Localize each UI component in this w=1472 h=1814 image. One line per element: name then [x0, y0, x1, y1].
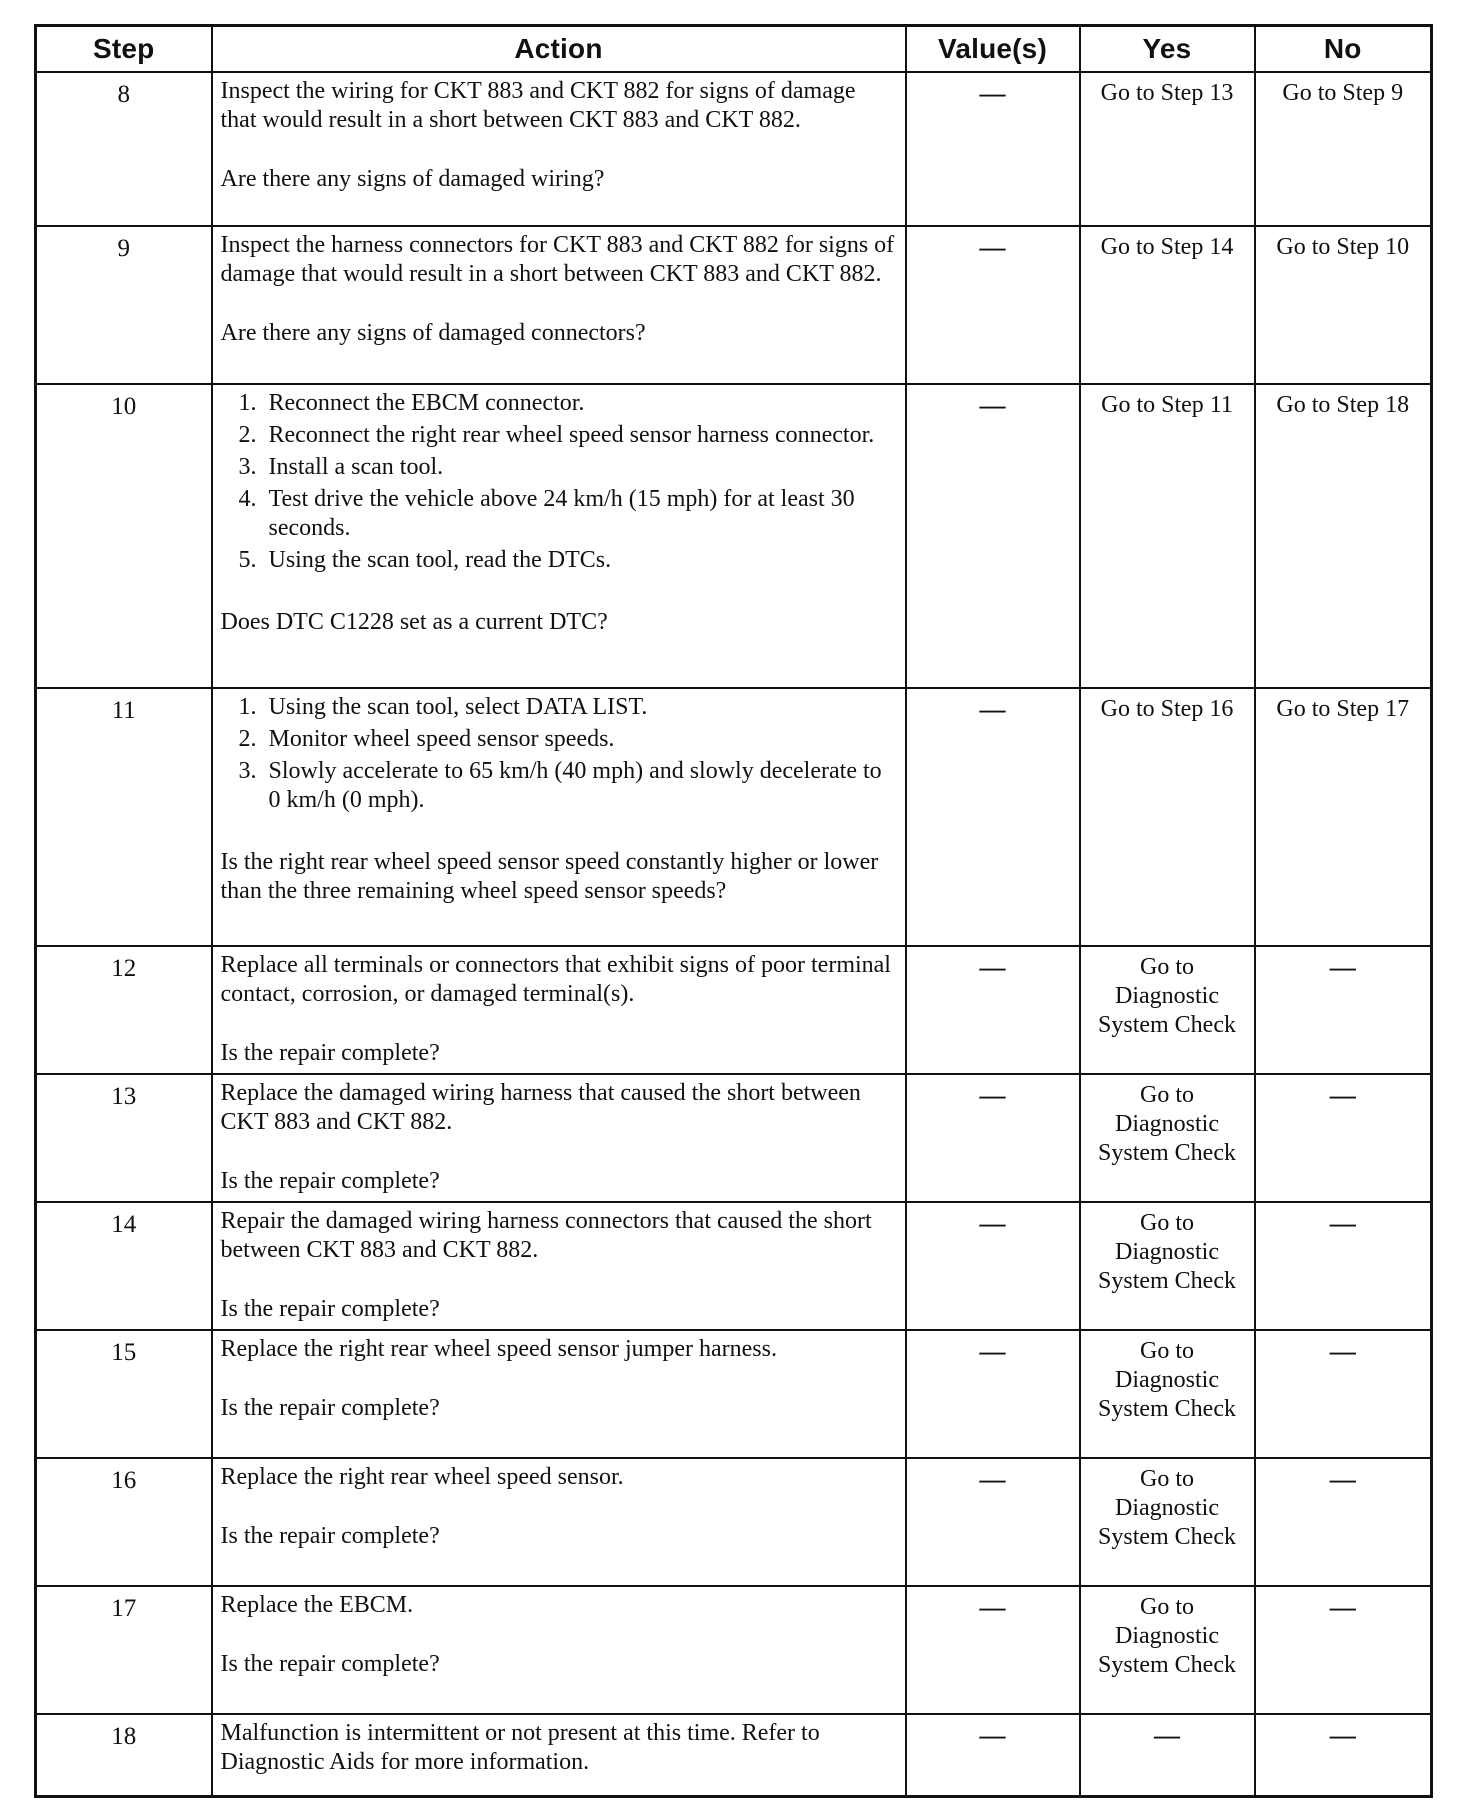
- table-row: [36, 688, 1432, 946]
- value-text: —: [979, 1465, 1006, 1494]
- yes-text: Go to Diagnostic System Check: [1098, 1338, 1236, 1422]
- header-step: Step: [36, 26, 212, 73]
- action-spacer: [221, 1137, 897, 1163]
- action-cell: [212, 384, 906, 688]
- yes-cell: [1080, 1202, 1255, 1330]
- yes-text: —: [1154, 1721, 1180, 1750]
- no-text: —: [1329, 1337, 1356, 1366]
- action-steps-list: [221, 389, 897, 575]
- no-cell: [1255, 1330, 1432, 1458]
- action-steps-list: [221, 693, 897, 815]
- value-text: —: [979, 1337, 1006, 1366]
- action-question: Is the repair complete?: [220, 1395, 440, 1421]
- table-row: [36, 1074, 1432, 1202]
- list-item: 5. Using the scan tool, read the DTCs.: [263, 546, 897, 575]
- value-cell: [906, 226, 1080, 384]
- table-header: [36, 26, 1432, 73]
- no-cell: [1255, 1074, 1432, 1202]
- list-item: 1. Reconnect the EBCM connector.: [263, 389, 897, 418]
- action-description: Inspect the harness connectors for CKT 883 and CKT 882 for signs of damage that would result in a short between CKT 883 and CKT 882.: [220, 232, 895, 287]
- header-yes: Yes: [1080, 26, 1255, 73]
- action-question: Is the repair complete?: [220, 1651, 440, 1677]
- action-description: Replace the damaged wiring harness that caused the short between CKT 883 and CKT 882.: [220, 1080, 861, 1135]
- yes-cell: [1080, 1074, 1255, 1202]
- action-cell: [212, 688, 906, 946]
- no-cell: [1255, 1714, 1432, 1796]
- action-spacer: [221, 1364, 897, 1390]
- no-text: —: [1329, 1593, 1356, 1622]
- action-cell: [212, 226, 906, 384]
- no-text: Go to Step 17: [1276, 696, 1410, 722]
- action-cell: [212, 1586, 906, 1714]
- action-spacer: [221, 135, 897, 161]
- step-number: 13: [36, 1074, 212, 1202]
- yes-text: Go to Diagnostic System Check: [1098, 1466, 1236, 1550]
- yes-text: Go to Step 11: [1101, 392, 1233, 418]
- step-number: 9: [36, 226, 212, 384]
- action-cell: [212, 1074, 906, 1202]
- step-number: 18: [36, 1714, 212, 1796]
- value-text: —: [979, 953, 1006, 982]
- action-spacer: [221, 1620, 897, 1646]
- action-cell: [212, 1202, 906, 1330]
- no-cell: [1255, 72, 1432, 226]
- action-spacer: [221, 1009, 897, 1035]
- value-cell: [906, 1586, 1080, 1714]
- list-item: 2. Reconnect the right rear wheel speed sensor harness connector.: [263, 421, 897, 450]
- yes-text: Go to Step 14: [1100, 234, 1234, 260]
- no-cell: [1255, 384, 1432, 688]
- no-text: —: [1329, 1465, 1356, 1494]
- yes-cell: [1080, 1714, 1255, 1796]
- no-text: —: [1329, 1209, 1356, 1238]
- yes-text: Go to Diagnostic System Check: [1098, 1210, 1236, 1294]
- action-cell: [212, 1330, 906, 1458]
- step-number: 8: [36, 72, 212, 226]
- action-description: Repair the damaged wiring harness connectors that caused the short between CKT 883 and CKT 882.: [220, 1208, 872, 1263]
- header-no: No: [1255, 26, 1432, 73]
- value-text: —: [979, 391, 1006, 420]
- table-row: [36, 1586, 1432, 1714]
- action-question: Are there any signs of damaged wiring?: [220, 166, 605, 192]
- action-question: Is the repair complete?: [220, 1296, 440, 1322]
- yes-cell: [1080, 72, 1255, 226]
- action-spacer: [221, 578, 897, 604]
- value-text: —: [979, 79, 1006, 108]
- value-text: —: [979, 1721, 1006, 1750]
- table-row: [36, 226, 1432, 384]
- action-question: Is the repair complete?: [220, 1523, 440, 1549]
- diagnostic-table: [34, 24, 1433, 1798]
- no-cell: [1255, 226, 1432, 384]
- no-text: —: [1329, 1081, 1356, 1110]
- value-text: —: [979, 1081, 1006, 1110]
- table-row: [36, 384, 1432, 688]
- value-text: —: [979, 695, 1006, 724]
- action-question: Are there any signs of damaged connectors?: [220, 320, 646, 346]
- value-cell: [906, 688, 1080, 946]
- value-cell: [906, 1458, 1080, 1586]
- value-text: —: [979, 1593, 1006, 1622]
- no-text: Go to Step 18: [1276, 392, 1410, 418]
- action-description: Replace all terminals or connectors that exhibit signs of poor terminal contact, corrosion, or damaged terminal(s).: [220, 952, 891, 1007]
- no-cell: [1255, 1586, 1432, 1714]
- yes-cell: [1080, 946, 1255, 1074]
- header-row: [36, 26, 1432, 73]
- action-cell: [212, 72, 906, 226]
- list-item: 3. Install a scan tool.: [263, 453, 897, 482]
- list-item: 4. Test drive the vehicle above 24 km/h (15 mph) for at least 30 seconds.: [263, 485, 897, 543]
- value-cell: [906, 1330, 1080, 1458]
- step-number: 14: [36, 1202, 212, 1330]
- action-spacer: [221, 289, 897, 315]
- value-cell: [906, 1714, 1080, 1796]
- yes-text: Go to Diagnostic System Check: [1098, 1594, 1236, 1678]
- no-cell: [1255, 688, 1432, 946]
- yes-text: Go to Diagnostic System Check: [1098, 954, 1236, 1038]
- yes-cell: [1080, 226, 1255, 384]
- yes-cell: [1080, 1586, 1255, 1714]
- value-cell: [906, 1074, 1080, 1202]
- action-question: Is the repair complete?: [220, 1168, 440, 1194]
- table-body: [36, 72, 1432, 1796]
- header-action: Action: [212, 26, 906, 73]
- action-description: Replace the right rear wheel speed sensor.: [220, 1464, 624, 1490]
- value-text: —: [979, 1209, 1006, 1238]
- step-number: 10: [36, 384, 212, 688]
- no-text: Go to Step 9: [1282, 80, 1404, 106]
- table-row: [36, 1330, 1432, 1458]
- action-spacer: [221, 818, 897, 844]
- value-cell: [906, 946, 1080, 1074]
- list-item: 2. Monitor wheel speed sensor speeds.: [263, 725, 897, 754]
- action-cell: [212, 1714, 906, 1796]
- step-number: 17: [36, 1586, 212, 1714]
- value-cell: [906, 1202, 1080, 1330]
- no-cell: [1255, 946, 1432, 1074]
- step-number: 15: [36, 1330, 212, 1458]
- action-description: Replace the EBCM.: [220, 1592, 414, 1618]
- value-cell: [906, 384, 1080, 688]
- yes-text: Go to Step 16: [1100, 696, 1234, 722]
- action-spacer: [221, 1265, 897, 1291]
- list-item: 1. Using the scan tool, select DATA LIST.: [263, 693, 897, 722]
- yes-text: Go to Diagnostic System Check: [1098, 1082, 1236, 1166]
- value-text: —: [979, 233, 1006, 262]
- no-text: —: [1329, 1721, 1356, 1750]
- no-text: —: [1329, 953, 1356, 982]
- value-cell: [906, 72, 1080, 226]
- step-number: 12: [36, 946, 212, 1074]
- action-spacer: [221, 1492, 897, 1518]
- no-cell: [1255, 1458, 1432, 1586]
- yes-cell: [1080, 1330, 1255, 1458]
- yes-cell: [1080, 1458, 1255, 1586]
- yes-cell: [1080, 384, 1255, 688]
- action-question: Does DTC C1228 set as a current DTC?: [220, 609, 608, 635]
- action-description: Malfunction is intermittent or not present at this time. Refer to Diagnostic Aids for more information.: [220, 1720, 820, 1775]
- action-description: Replace the right rear wheel speed sensor jumper harness.: [220, 1336, 777, 1362]
- action-cell: [212, 946, 906, 1074]
- table-row: [36, 1458, 1432, 1586]
- table-row: [36, 1202, 1432, 1330]
- table-row: [36, 946, 1432, 1074]
- action-description: Inspect the wiring for CKT 883 and CKT 882 for signs of damage that would result in a short between CKT 883 and CKT 882.: [220, 78, 856, 133]
- action-cell: [212, 1458, 906, 1586]
- yes-cell: [1080, 688, 1255, 946]
- action-question: Is the right rear wheel speed sensor speed constantly higher or lower than the three remaining wheel speed sensor speeds?: [220, 849, 879, 904]
- step-number: 16: [36, 1458, 212, 1586]
- no-text: Go to Step 10: [1276, 234, 1410, 260]
- yes-text: Go to Step 13: [1100, 80, 1234, 106]
- header-values: Value(s): [906, 26, 1080, 73]
- step-number: 11: [36, 688, 212, 946]
- action-question: Is the repair complete?: [220, 1040, 440, 1066]
- table-row: [36, 72, 1432, 226]
- no-cell: [1255, 1202, 1432, 1330]
- table-row: [36, 1714, 1432, 1796]
- list-item: 3. Slowly accelerate to 65 km/h (40 mph) and slowly decelerate to 0 km/h (0 mph).: [263, 757, 897, 815]
